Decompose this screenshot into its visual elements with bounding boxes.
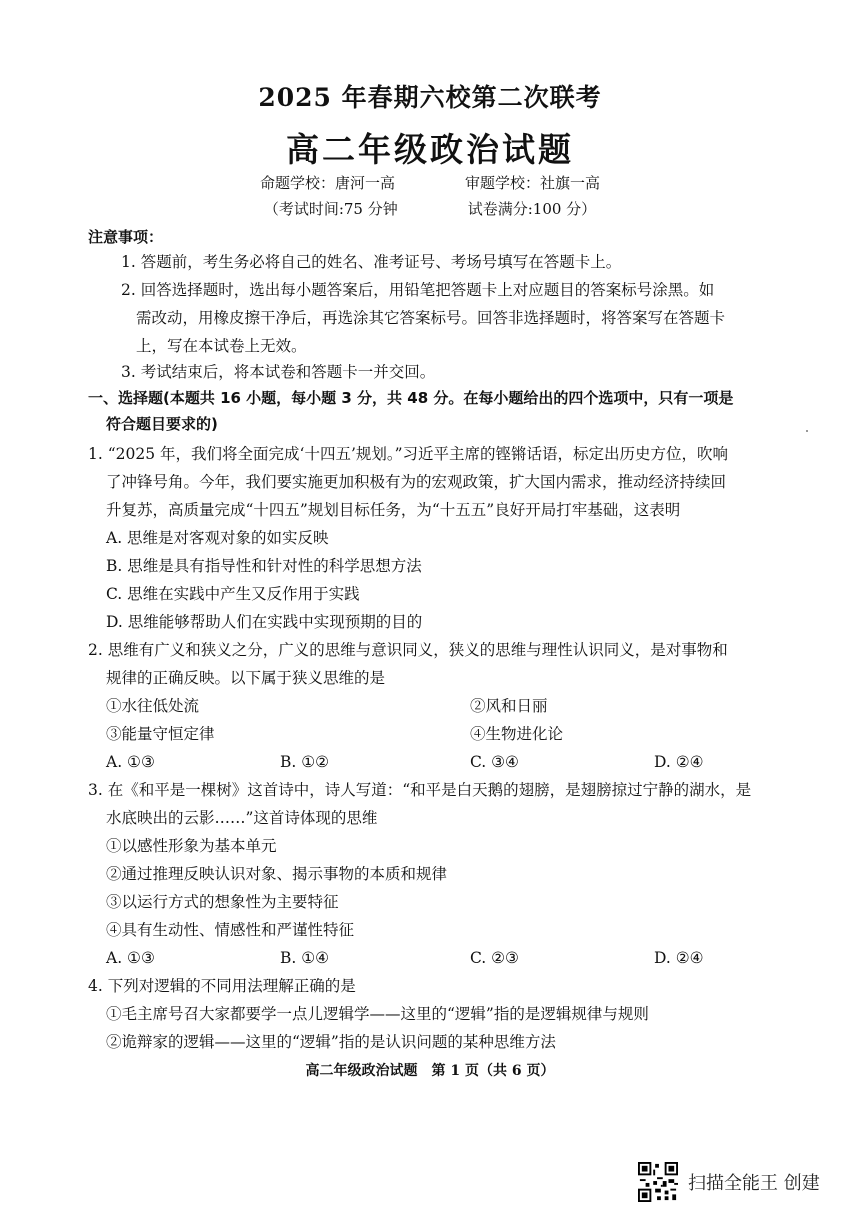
question-3-stem: 水底映出的云影……”这首诗体现的思维 — [106, 809, 378, 827]
notice-line: 上，写在本试卷上无效。 — [136, 337, 307, 355]
question-2-items-row — [106, 724, 786, 744]
question-3-item: ③以运行方式的想象性为主要特征 — [106, 893, 339, 911]
question-4-item: ①毛主席号召大家都要学一点儿逻辑学——这里的“逻辑”指的是逻辑规律与规则 — [106, 1005, 649, 1023]
scanner-watermark-text: 扫描全能王 创建 — [688, 1173, 820, 1194]
qr-code-icon — [638, 1162, 678, 1202]
question-3-choices-row — [106, 948, 786, 968]
question-1-option-d: D. 思维能够帮助人们在实践中实现预期的目的 — [106, 613, 423, 631]
question-2-stem: 规律的正确反映。以下属于狭义思维的是 — [106, 669, 386, 687]
notice-line: 1. 答题前，考生务必将自己的姓名、准考证号、考场号填写在答题卡上。 — [121, 253, 622, 271]
question-2-choice-a: A. ①③ — [106, 753, 155, 771]
question-2-item: ①水往低处流 — [106, 697, 200, 715]
reviewer-school: 审题学校：社旗一高 — [465, 174, 601, 192]
question-3-item: ①以感性形象为基本单元 — [106, 837, 277, 855]
question-3-choice-c: C. ②③ — [470, 949, 519, 967]
question-1-stem: 升复苏，高质量完成“十四五”规划目标任务，为“十五五”良好开局打牢基础，这表明 — [106, 501, 681, 519]
notice-heading: 注意事项： — [88, 228, 164, 246]
question-2-stem: 2. 思维有广义和狭义之分，广义的思维与意识同义，狭义的思维与理性认识同义，是对事物和 — [88, 641, 728, 659]
question-4-stem: 4. 下列对逻辑的不同用法理解正确的是 — [88, 977, 356, 995]
setter-school: 命题学校：唐河一高 — [259, 174, 395, 192]
question-2-item: ②风和日丽 — [470, 697, 548, 715]
notice-line: 2. 回答选择题时，选出每小题答案后，用铅笔把答题卡上对应题目的答案标号涂黑。如 — [121, 281, 715, 299]
question-3-stem: 3. 在《和平是一棵树》这首诗中，诗人写道：“和平是白天鹅的翅膀，是翅膀掠过宁静的湖水，是 — [88, 781, 752, 799]
scanner-watermark — [638, 1162, 820, 1202]
full-score: 试卷满分:100 分） — [467, 200, 597, 218]
question-1-stem: 1. “2025 年，我们将全面完成‘十四五’规划。”习近平主席的铿锵话语，标定出历史方位，吹响 — [88, 445, 729, 463]
question-3-choice-a: A. ①③ — [106, 949, 155, 967]
question-2-item: ③能量守恒定律 — [106, 725, 215, 743]
question-2-choice-b: B. ①② — [280, 753, 330, 771]
question-1-option-b: B. 思维是具有指导性和针对性的科学思想方法 — [106, 557, 422, 575]
notice-line: 需改动，用橡皮擦干净后，再选涂其它答案标号。回答非选择题时，将答案写在答题卡 — [136, 309, 726, 327]
section-heading-cont: 符合题目要求的) — [106, 415, 218, 433]
scan-speck — [806, 430, 808, 432]
exam-info-row — [0, 198, 860, 219]
question-3-choice-d: D. ②④ — [654, 949, 704, 967]
question-3-choice-b: B. ①④ — [280, 949, 330, 967]
section-heading: 一、选择题(本题共 16 小题，每小题 3 分，共 48 分。在每小题给出的四个选项中，只有一项是 — [88, 389, 734, 407]
question-2-items-row — [106, 696, 786, 716]
question-2-item: ④生物进化论 — [470, 725, 564, 743]
school-info-row — [0, 172, 860, 193]
question-2-choice-c: C. ③④ — [470, 753, 519, 771]
question-3-item: ②通过推理反映认识对象、揭示事物的本质和规律 — [106, 865, 448, 883]
question-2-choice-d: D. ②④ — [654, 753, 704, 771]
question-1-option-c: C. 思维在实践中产生又反作用于实践 — [106, 585, 360, 603]
exam-time: （考试时间:75 分钟 — [263, 200, 398, 218]
question-4-item: ②诡辩家的逻辑——这里的“逻辑”指的是认识问题的某种思维方法 — [106, 1033, 556, 1051]
question-1-stem: 了冲锋号角。今年，我们要实施更加积极有为的宏观政策，扩大国内需求，推动经济持续回 — [106, 473, 727, 491]
question-1-option-a: A. 思维是对客观对象的如实反映 — [106, 529, 329, 547]
exam-series-title: 2025 年春期六校第二次联考 — [258, 83, 602, 112]
question-2-choices-row — [106, 752, 786, 772]
page-title: 高二年级政治试题 — [286, 130, 574, 169]
notice-line: 3. 考试结束后，将本试卷和答题卡一并交回。 — [121, 363, 436, 381]
question-3-item: ④具有生动性、情感性和严谨性特征 — [106, 921, 355, 939]
page-footer: 高二年级政治试题 第 1 页（共 6 页） — [305, 1063, 555, 1079]
